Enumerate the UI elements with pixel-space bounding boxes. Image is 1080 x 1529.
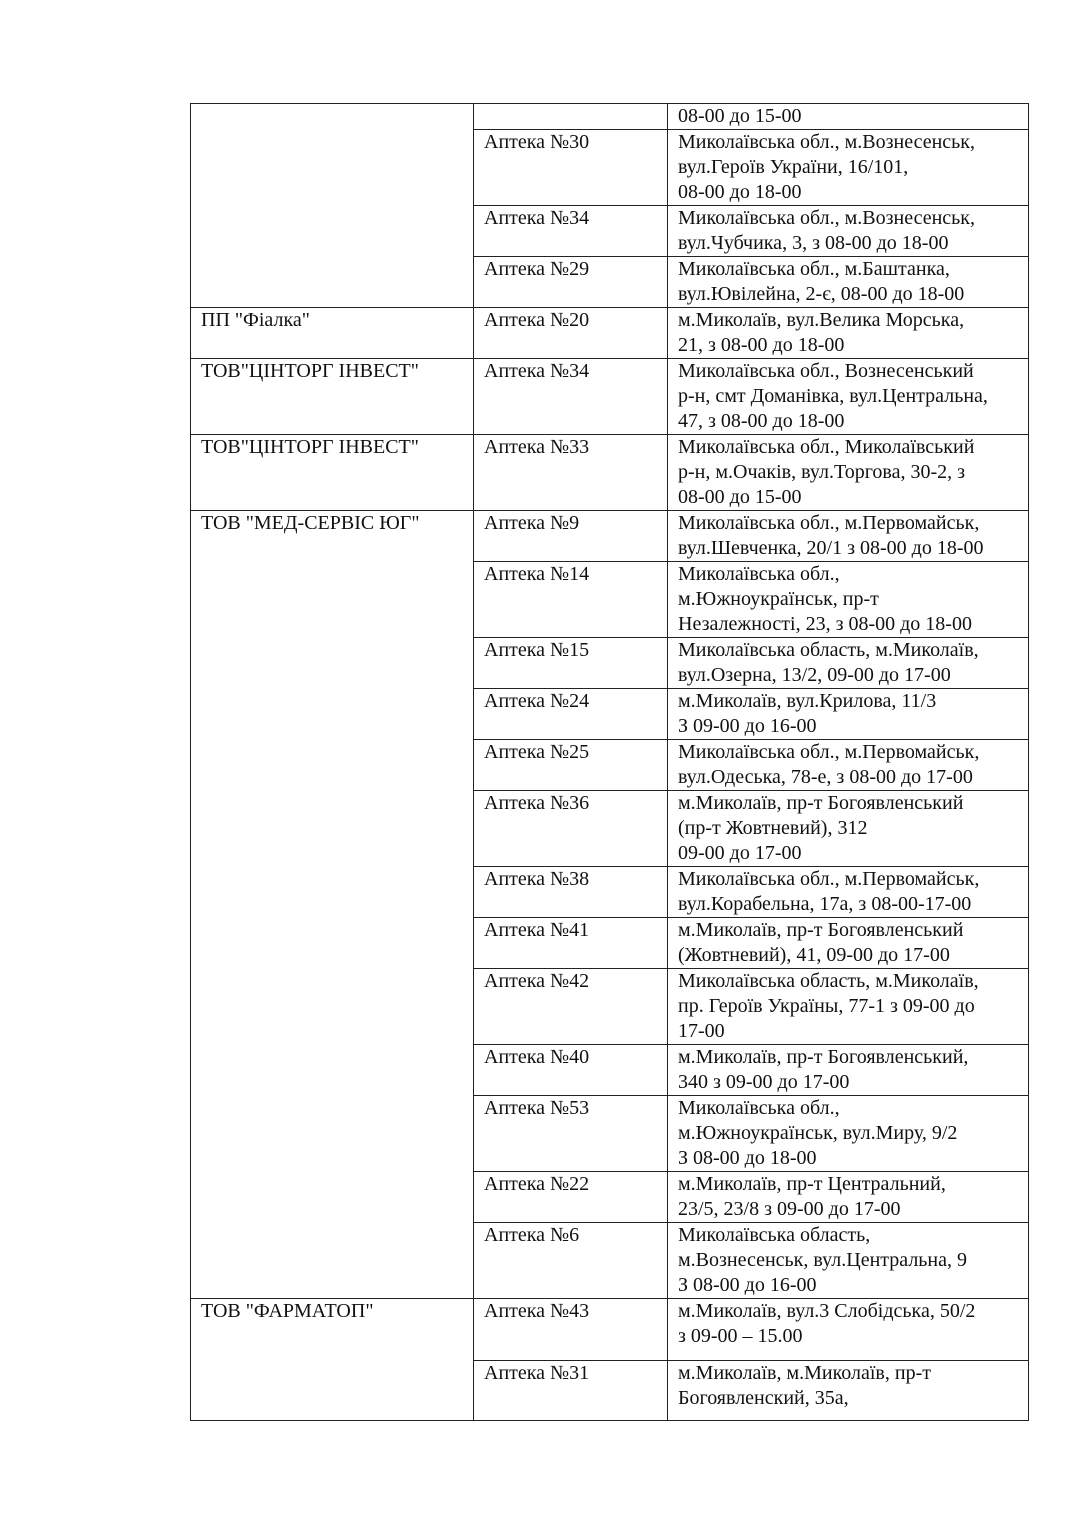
organization-cell: ТОВ"ЦІНТОРГ ІНВЕСТ" xyxy=(191,359,474,435)
table-row xyxy=(191,308,1029,359)
pharmacy-cell: Аптека №38 xyxy=(474,867,668,918)
table-row xyxy=(191,511,1029,562)
table-row xyxy=(191,1299,1029,1361)
organization-cell: ПП "Фіалка" xyxy=(191,308,474,359)
pharmacy-cell: Аптека №36 xyxy=(474,791,668,867)
address-cell: м.Миколаїв, пр-т Богоявленський, 340 з 09-00 до 17-00 xyxy=(668,1045,1029,1096)
organization-cell: ТОВ "МЕД-СЕРВІС ЮГ" xyxy=(191,511,474,1299)
pharmacy-cell: Аптека №34 xyxy=(474,359,668,435)
address-cell: м.Миколаїв, пр-т Богоявленський (пр-т Жовтневий), 312 09-00 до 17-00 xyxy=(668,791,1029,867)
address-cell: Миколаївська область, м.Миколаїв, пр. Героїв Україны, 77-1 з 09-00 до 17-00 xyxy=(668,969,1029,1045)
address-cell: Миколаївська обл., м.Баштанка, вул.Ювілейна, 2-є, 08-00 до 18-00 xyxy=(668,257,1029,308)
pharmacy-cell: Аптека №25 xyxy=(474,740,668,791)
address-cell: м.Миколаїв, м.Миколаїв, пр-т Богоявленский, 35а, xyxy=(668,1361,1029,1421)
address-cell: Миколаївська обл., м.Южноукраїнськ, вул.Миру, 9/2 З 08-00 до 18-00 xyxy=(668,1096,1029,1172)
address-cell: м.Миколаїв, пр-т Центральний, 23/5, 23/8 з 09-00 до 17-00 xyxy=(668,1172,1029,1223)
address-cell: Миколаївська обл., м.Первомайськ, вул.Шевченка, 20/1 з 08-00 до 18-00 xyxy=(668,511,1029,562)
pharmacy-cell: Аптека №14 xyxy=(474,562,668,638)
pharmacy-cell: Аптека №29 xyxy=(474,257,668,308)
address-cell: Миколаївська обл., м.Первомайськ, вул.Корабельна, 17а, з 08-00-17-00 xyxy=(668,867,1029,918)
address-cell: Миколаївська обл., м.Вознесенськ, вул.Чубчика, 3, з 08-00 до 18-00 xyxy=(668,206,1029,257)
pharmacy-cell: Аптека №42 xyxy=(474,969,668,1045)
pharmacy-cell: Аптека №40 xyxy=(474,1045,668,1096)
address-cell: Миколаївська обл., м.Первомайськ, вул.Одеська, 78-е, з 08-00 до 17-00 xyxy=(668,740,1029,791)
pharmacy-cell: Аптека №30 xyxy=(474,130,668,206)
pharmacy-cell: Аптека №53 xyxy=(474,1096,668,1172)
pharmacy-cell: Аптека №6 xyxy=(474,1223,668,1299)
table-row xyxy=(191,359,1029,435)
organization-cell: ТОВ "ФАРМАТОП" xyxy=(191,1299,474,1421)
pharmacy-cell: Аптека №9 xyxy=(474,511,668,562)
organization-cell: ТОВ"ЦІНТОРГ ІНВЕСТ" xyxy=(191,435,474,511)
address-cell: Миколаївська обл., Миколаївський р-н, м.Очаків, вул.Торгова, 30-2, з 08-00 до 15-00 xyxy=(668,435,1029,511)
pharmacy-cell: Аптека №33 xyxy=(474,435,668,511)
pharmacy-cell: Аптека №43 xyxy=(474,1299,668,1361)
address-cell: Миколаївська область, м.Миколаїв, вул.Озерна, 13/2, 09-00 до 17-00 xyxy=(668,638,1029,689)
pharmacy-cell xyxy=(474,104,668,130)
address-cell: м.Миколаїв, вул.3 Слобідська, 50/2 з 09-00 – 15.00 xyxy=(668,1299,1029,1361)
pharmacy-cell: Аптека №22 xyxy=(474,1172,668,1223)
address-cell: Миколаївська обл., Вознесенський р-н, смт Доманівка, вул.Центральна, 47, з 08-00 до 18-00 xyxy=(668,359,1029,435)
pharmacy-cell: Аптека №24 xyxy=(474,689,668,740)
pharmacy-cell: Аптека №34 xyxy=(474,206,668,257)
table-row xyxy=(191,104,1029,130)
address-cell: м.Миколаїв, вул.Крилова, 11/3 З 09-00 до 16-00 xyxy=(668,689,1029,740)
address-cell: 08-00 до 15-00 xyxy=(668,104,1029,130)
pharmacy-cell: Аптека №41 xyxy=(474,918,668,969)
address-cell: Миколаївська обл., м.Вознесенськ, вул.Героїв України, 16/101, 08-00 до 18-00 xyxy=(668,130,1029,206)
address-cell: м.Миколаїв, пр-т Богоявленський (Жовтневий), 41, 09-00 до 17-00 xyxy=(668,918,1029,969)
pharmacy-cell: Аптека №31 xyxy=(474,1361,668,1421)
pharmacy-table xyxy=(190,103,1029,1421)
address-cell: м.Миколаїв, вул.Велика Морська, 21, з 08-00 до 18-00 xyxy=(668,308,1029,359)
organization-cell xyxy=(191,104,474,308)
address-cell: Миколаївська область, м.Вознесенськ, вул.Центральна, 9 З 08-00 до 16-00 xyxy=(668,1223,1029,1299)
pharmacy-cell: Аптека №20 xyxy=(474,308,668,359)
pharmacy-cell: Аптека №15 xyxy=(474,638,668,689)
table-row xyxy=(191,435,1029,511)
address-cell: Миколаївська обл., м.Южноукраїнськ, пр-т Незалежності, 23, з 08-00 до 18-00 xyxy=(668,562,1029,638)
